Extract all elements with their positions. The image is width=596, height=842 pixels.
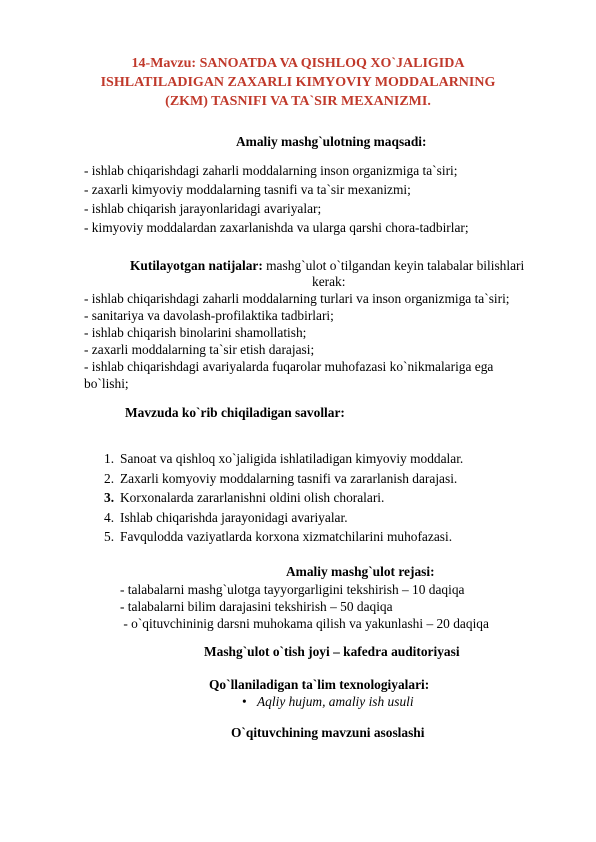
results-item: - zaxarli moddalarning ta`sir etish darajasi; (84, 342, 315, 357)
question-text: Korxonalarda zararlanishni oldini olish choralari. (120, 490, 385, 505)
doc-title-line2: ISHLATILADIGAN ZAXARLI KIMYOVIY MODDALARNING (100, 75, 496, 90)
results-item: - ishlab chiqarish binolarini shamollatish; (84, 325, 307, 340)
question-text: Ishlab chiqarishda jarayonidagi avariyalar. (120, 510, 348, 525)
technologies-heading: Qo`llaniladigan ta`lim texnologiyalari: (209, 677, 430, 692)
question-number: 4. (104, 510, 115, 525)
plan-item: - talabalarni mashg`ulotga tayyorgarligini tekshirish – 10 daqiqa (120, 582, 465, 597)
plan-heading: Amaliy mashg`ulot rejasi: (286, 564, 435, 579)
results-item: bo`lishi; (84, 376, 129, 391)
question-number: 3. (104, 490, 115, 505)
goal-item: - zaxarli kimyoviy moddalarning tasnifi va ta`sir mexanizmi; (84, 182, 411, 197)
results-item: - ishlab chiqarishdagi zaharli moddalarning turlari va inson organizmiga ta`siri; (84, 291, 510, 306)
goal-item: - ishlab chiqarishdagi zaharli moddalarning inson organizmiga ta`siri; (84, 163, 458, 178)
plan-item: - talabalarni bilim darajasini tekshirish – 50 daqiqa (120, 599, 393, 614)
doc-title-line1: 14-Mavzu: SANOATDA VA QISHLOQ XO`JALIGIDA (131, 56, 465, 71)
question-item (104, 529, 453, 544)
question-number: 1. (104, 451, 115, 466)
question-item (104, 471, 458, 486)
justification-heading: O`qituvchining mavzuni asoslashi (231, 725, 425, 740)
question-text: Sanoat va qishloq xo`jaligida ishlatiladigan kimyoviy moddalar. (120, 451, 464, 466)
question-item (104, 451, 464, 466)
results-heading-rest: mashg`ulot o`tilgandan keyin talabalar bilishlari (262, 258, 525, 273)
technologies-item: Aqliy hujum, amaliy ish usuli (257, 694, 414, 709)
doc-title-line3: (ZKM) TASNIFI VA TA`SIR MEXANIZMI. (165, 94, 431, 109)
question-item (104, 510, 348, 525)
question-text: Favqulodda vaziyatlarda korxona xizmatchilarini muhofazasi. (120, 529, 453, 544)
question-number: 5. (104, 529, 115, 544)
question-item (104, 490, 385, 505)
question-text: Zaxarli komyoviy moddalarning tasnifi va zararlanish darajasi. (120, 471, 458, 486)
goal-item: - ishlab chiqarish jarayonlaridagi avariyalar; (84, 201, 322, 216)
results-heading-line2: kerak: (312, 274, 346, 289)
goal-item: - kimyoviy moddalardan zaxarlanishda va ularga qarshi chora-tadbirlar; (84, 220, 469, 235)
question-number: 2. (104, 471, 115, 486)
results-item: - sanitariya va davolash-profilaktika tadbirlari; (84, 308, 334, 323)
plan-item: - o`qituvchininig darsni muhokama qilish va yakunlashi – 20 daqiqa (120, 616, 489, 631)
bullet-icon: • (242, 694, 247, 709)
results-heading-bold: Kutilayotgan natijalar: (130, 258, 263, 273)
results-heading (130, 259, 524, 272)
goal-heading: Amaliy mashg`ulotning maqsadi: (236, 134, 427, 149)
results-item: - ishlab chiqarishdagi avariyalarda fuqarolar muhofazasi ko`nikmalariga ega (84, 359, 494, 374)
questions-heading: Mavzuda ko`rib chiqiladigan savollar: (125, 405, 345, 420)
location-line: Mashg`ulot o`tish joyi – kafedra auditoriyasi (204, 644, 460, 659)
